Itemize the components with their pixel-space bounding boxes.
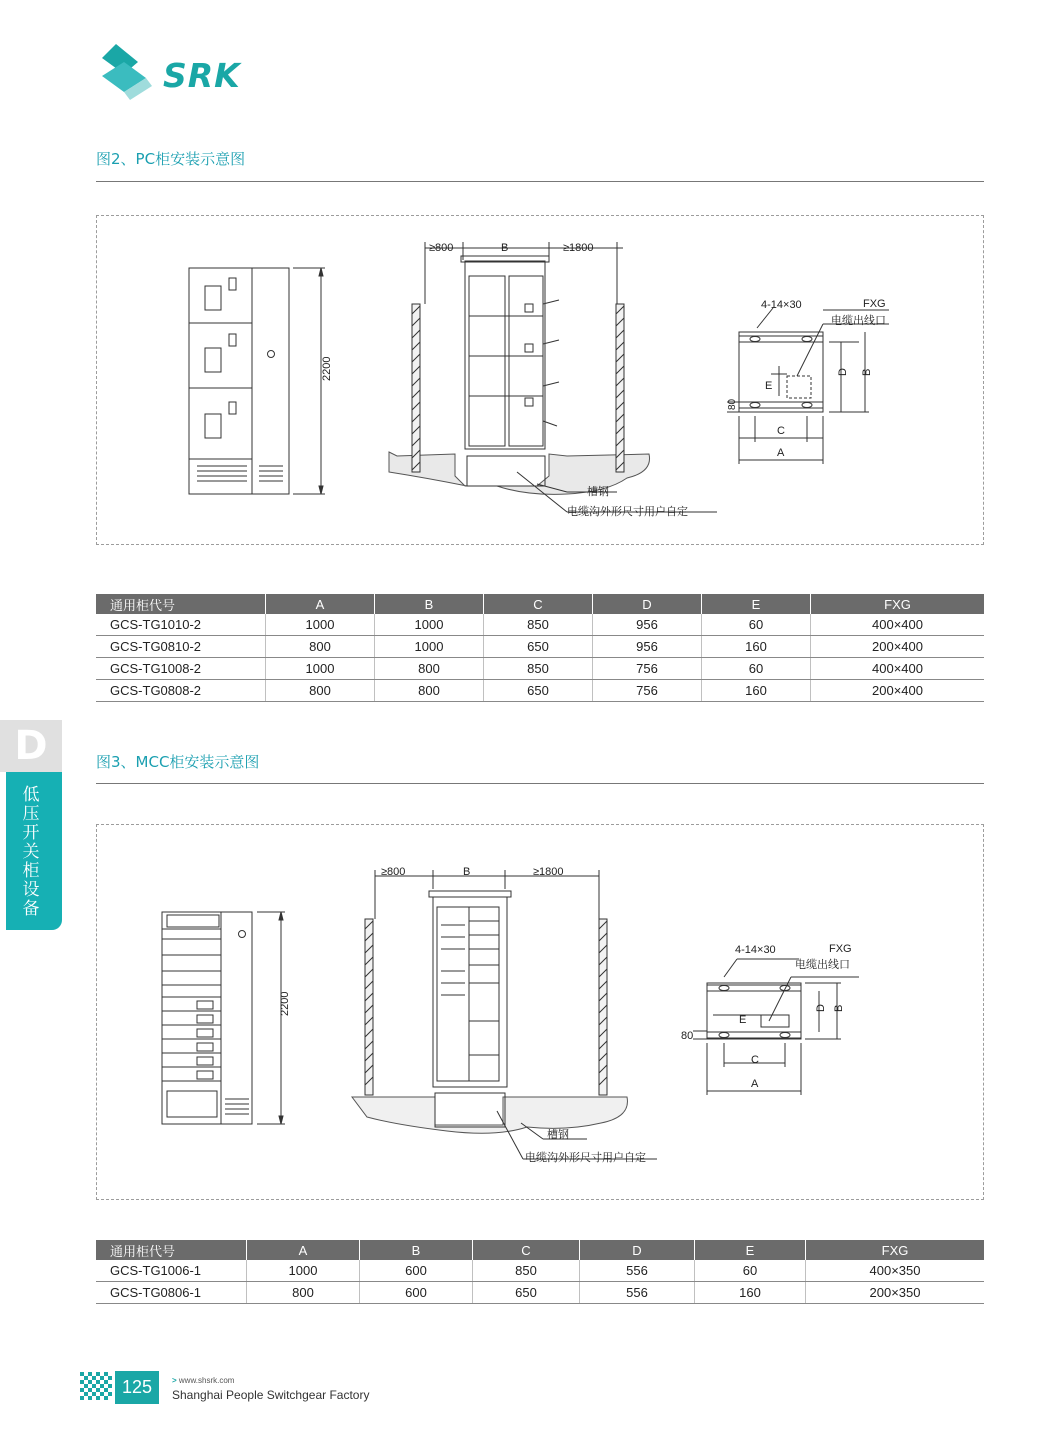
table-cell: 60 (702, 658, 811, 680)
table-cell: 650 (473, 1282, 580, 1304)
table-cell: 650 (484, 636, 593, 658)
srk-logo-mark (94, 42, 158, 104)
table-cell: 600 (360, 1260, 473, 1282)
height-label: 2200 (279, 991, 291, 1016)
mcc-base-plan-view (693, 959, 859, 1095)
fxg-label: FXG (863, 298, 886, 310)
col-header: 通用柜代号 (96, 1240, 247, 1260)
min-front-label: ≥800 (429, 242, 454, 254)
table-row (96, 680, 984, 702)
figure3-title: 图3、MCC柜安装示意图 (96, 753, 260, 771)
col-header: A (247, 1240, 360, 1260)
checker-pattern-icon (78, 1370, 114, 1404)
figure2-title: 图2、PC柜安装示意图 (96, 150, 246, 168)
table-cell: 160 (695, 1282, 806, 1304)
dim-d-label: D (837, 368, 849, 376)
table-cell: 1000 (266, 658, 375, 680)
table-cell: 850 (484, 614, 593, 636)
mcc-cabinet-front-view (162, 912, 285, 1124)
table-cell: 850 (473, 1260, 580, 1282)
col-header: B (375, 594, 484, 614)
arrow-right-icon: > (172, 1376, 177, 1385)
table-row (96, 658, 984, 680)
table-cell: 60 (702, 614, 811, 636)
trench-note: 电缆沟外形尺寸用户自定 (525, 1152, 646, 1164)
table-cell: 160 (702, 636, 811, 658)
dim-a-label: A (751, 1078, 759, 1090)
divider (96, 181, 984, 182)
table-cell: 800 (266, 680, 375, 702)
table3-dimensions (96, 1240, 984, 1304)
table-cell: 800 (247, 1282, 360, 1304)
table-cell: 400×350 (806, 1260, 985, 1282)
fxg-label: FXG (829, 943, 852, 955)
table-cell: 800 (266, 636, 375, 658)
figure2-diagram (96, 215, 984, 545)
chapter-title: 低压开关柜设备 (22, 785, 40, 919)
table-cell: 400×400 (811, 614, 985, 636)
col-header: D (580, 1240, 695, 1260)
dim-c-label: C (777, 425, 785, 437)
col-header: C (473, 1240, 580, 1260)
chapter-letter: D (0, 720, 62, 772)
height-label: 2200 (321, 356, 333, 381)
bolt-spec-label: 4-14×30 (761, 299, 802, 311)
table-header-row (96, 1240, 984, 1260)
dim-e-label: E (739, 1014, 747, 1026)
table-cell: 650 (484, 680, 593, 702)
channel-steel-label: 槽钢 (547, 1129, 569, 1141)
table-cell: 200×400 (811, 636, 985, 658)
channel-steel-label: 槽钢 (587, 486, 609, 498)
dim-a-label: A (777, 447, 785, 459)
dim-80-label: 80 (681, 1030, 694, 1042)
dim-c-label: C (751, 1054, 759, 1066)
table-cell: GCS-TG0810-2 (96, 636, 266, 658)
table-cell: 1000 (375, 636, 484, 658)
table-cell: GCS-TG0808-2 (96, 680, 266, 702)
col-header: E (695, 1240, 806, 1260)
table-cell: 850 (484, 658, 593, 680)
col-header: FXG (806, 1240, 985, 1260)
min-rear-label: ≥1800 (533, 866, 564, 878)
table-cell: 1000 (266, 614, 375, 636)
table-cell: 756 (593, 658, 702, 680)
table2-dimensions (96, 594, 984, 702)
col-header: 通用柜代号 (96, 594, 266, 614)
table-cell: 956 (593, 636, 702, 658)
table-row (96, 636, 984, 658)
table-row (96, 614, 984, 636)
table-cell: 200×350 (806, 1282, 985, 1304)
page-number: 125 (115, 1371, 159, 1404)
table-row (96, 1282, 984, 1304)
col-header: E (702, 594, 811, 614)
col-header: D (593, 594, 702, 614)
col-header: A (266, 594, 375, 614)
width-label: B (463, 866, 471, 878)
table-cell: GCS-TG1010-2 (96, 614, 266, 636)
chapter-side-tab (0, 720, 62, 930)
figure3-diagram (96, 824, 984, 1200)
dim-b-label: B (833, 1004, 845, 1012)
pc-base-plan-view (727, 308, 889, 464)
cable-outlet-label: 电缆出线口 (795, 959, 850, 971)
table-cell: 160 (702, 680, 811, 702)
table-cell: 556 (580, 1260, 695, 1282)
footer-company: Shanghai People Switchgear Factory (172, 1388, 370, 1402)
pc-cabinet-front-view (189, 268, 325, 494)
footer-url-line (172, 1376, 234, 1385)
table-header-row (96, 594, 984, 614)
divider (96, 783, 984, 784)
width-label: B (501, 242, 509, 254)
mcc-cabinet-side-view (352, 870, 657, 1159)
col-header: B (360, 1240, 473, 1260)
dim-e-label: E (765, 380, 773, 392)
dim-d-label: D (815, 1004, 827, 1012)
col-header: FXG (811, 594, 985, 614)
min-rear-label: ≥1800 (563, 242, 594, 254)
table-cell: 60 (695, 1260, 806, 1282)
table-cell: 956 (593, 614, 702, 636)
table-cell: 200×400 (811, 680, 985, 702)
cable-outlet-label: 电缆出线口 (831, 315, 886, 327)
logo-text: SRK (163, 56, 241, 95)
table-cell: GCS-TG1006-1 (96, 1260, 247, 1282)
table-cell: 756 (593, 680, 702, 702)
footer-url[interactable]: www.shsrk.com (178, 1376, 235, 1385)
table-cell: 800 (375, 658, 484, 680)
table-cell: GCS-TG1008-2 (96, 658, 266, 680)
table-cell: 400×400 (811, 658, 985, 680)
table-row (96, 1260, 984, 1282)
table-cell: 1000 (375, 614, 484, 636)
pc-cabinet-side-view (389, 242, 717, 512)
dim-b-label: B (861, 368, 873, 376)
bolt-spec-label: 4-14×30 (735, 944, 776, 956)
col-header: C (484, 594, 593, 614)
table-cell: 556 (580, 1282, 695, 1304)
table-cell: 600 (360, 1282, 473, 1304)
table-cell: 1000 (247, 1260, 360, 1282)
trench-note: 电缆沟外形尺寸用户自定 (567, 506, 688, 518)
min-front-label: ≥800 (381, 866, 406, 878)
table-cell: 800 (375, 680, 484, 702)
table-cell: GCS-TG0806-1 (96, 1282, 247, 1304)
dim-80-label: 80 (727, 398, 738, 410)
